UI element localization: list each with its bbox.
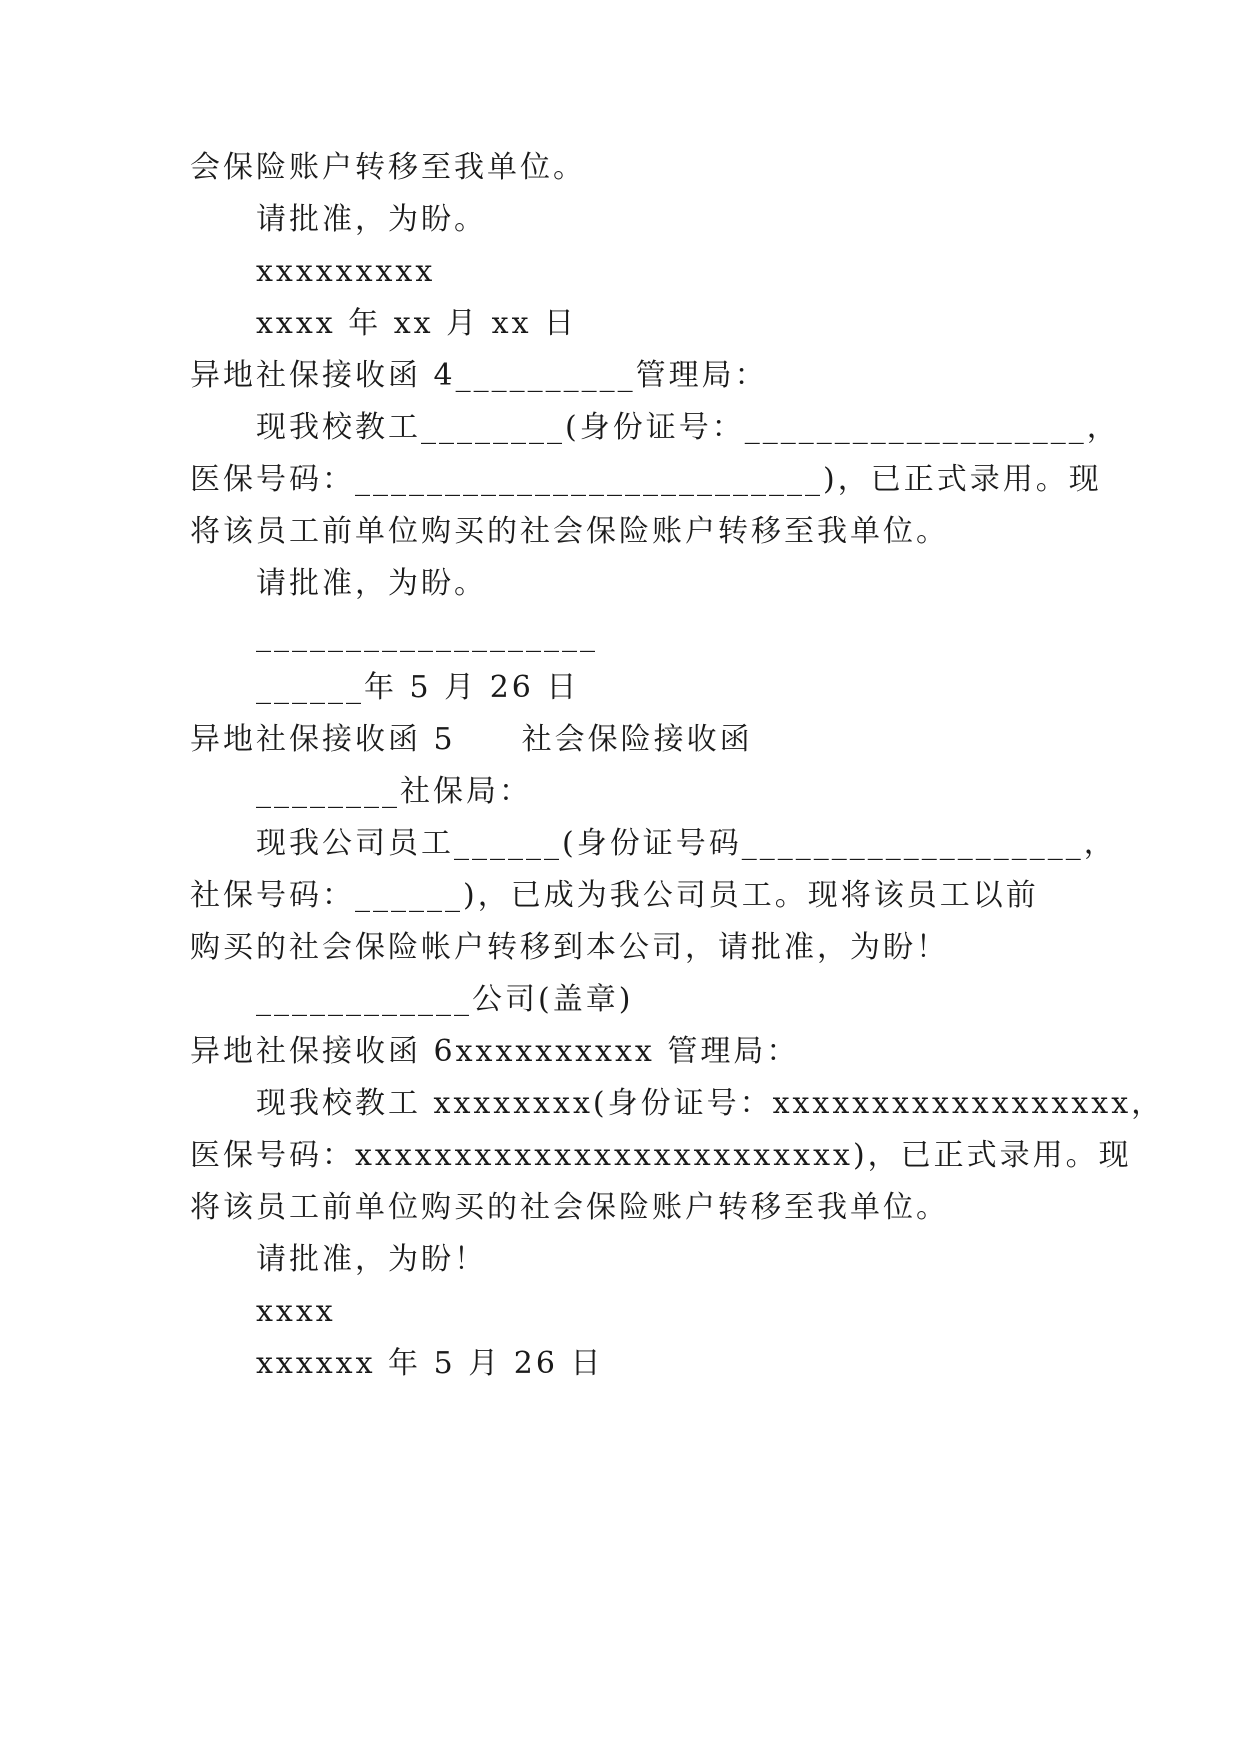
addressee-line: ________社保局： xyxy=(256,774,532,809)
body-text-line: 购买的社会保险帐户转移到本公司，请批准，为盼！ xyxy=(190,930,949,965)
date-line: xxxxxx 年 5 月 26 日 xyxy=(256,1346,604,1381)
body-text-line: 将该员工前单位购买的社会保险账户转移至我单位。 xyxy=(190,514,949,549)
body-text-line: 社保号码：______)，已成为我公司员工。现将该员工以前 xyxy=(190,878,1039,913)
signature-placeholder: xxxx xyxy=(256,1294,336,1329)
body-text-line: 现我校教工________(身份证号：___________________， xyxy=(256,410,1120,445)
body-text-line: 会保险账户转移至我单位。 xyxy=(190,150,586,185)
body-text-line: 现我校教工 xxxxxxxx(身份证号：xxxxxxxxxxxxxxxxxx， xyxy=(256,1086,1165,1121)
closing-request: 请批准，为盼！ xyxy=(256,1242,487,1277)
section-heading-5: 异地社保接收函 5 社会保险接收函 xyxy=(190,722,753,757)
closing-request: 请批准，为盼。 xyxy=(256,202,487,237)
body-text-line: 医保号码：xxxxxxxxxxxxxxxxxxxxxxxxx)，已正式录用。现 xyxy=(190,1138,1132,1173)
date-line: xxxx 年 xx 月 xx 日 xyxy=(256,306,578,341)
body-text-line: 现我公司员工______(身份证号码___________________， xyxy=(256,826,1117,861)
section-heading-6: 异地社保接收函 6xxxxxxxxxx 管理局： xyxy=(190,1034,800,1069)
section-heading-4: 异地社保接收函 4__________管理局： xyxy=(190,358,768,393)
body-text-line: 医保号码：__________________________)，已正式录用。现 xyxy=(190,462,1102,497)
signature-placeholder: xxxxxxxxx xyxy=(256,254,436,289)
closing-request: 请批准，为盼。 xyxy=(256,566,487,601)
signature-blank: ___________________ xyxy=(256,618,598,653)
date-line: ______年 5 月 26 日 xyxy=(256,670,580,705)
company-seal-line: ____________公司(盖章) xyxy=(256,982,634,1017)
body-text-line: 将该员工前单位购买的社会保险账户转移至我单位。 xyxy=(190,1190,949,1225)
